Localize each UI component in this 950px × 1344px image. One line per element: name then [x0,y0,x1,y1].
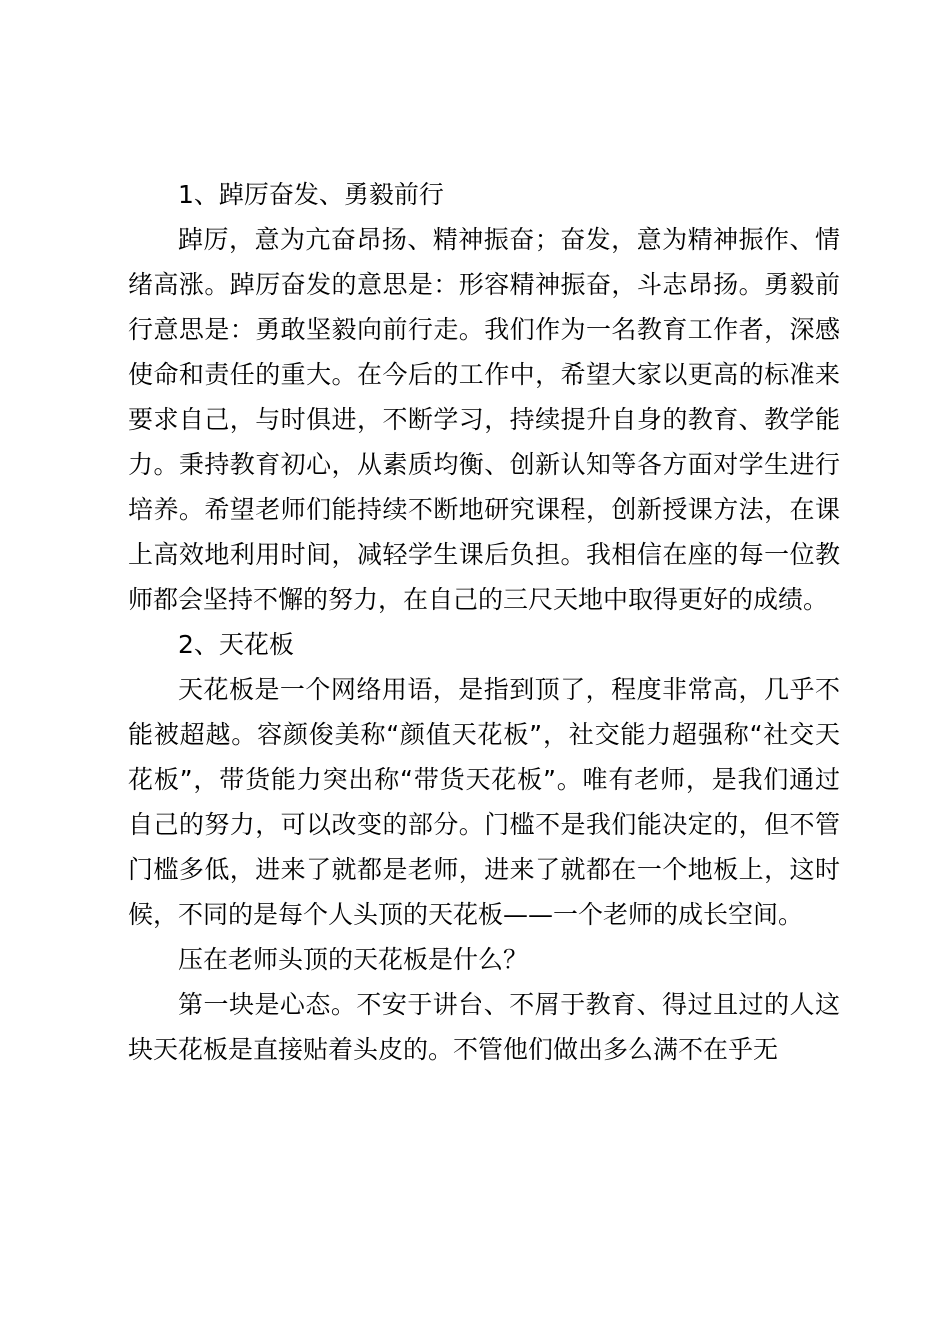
section-heading-2: 2、天花板 [178,630,294,659]
body-paragraph-1: 踔厉，意为亢奋昂扬、精神振奋；奋发，意为精神振作、情绪高涨。踔厉奋发的意思是：形容精神振奋，斗志昂扬。勇毅前行意思是：勇敢坚毅向前行走。我们作为一名教育工作者，深感使命和责任的重大。在今后的工作中，希望大家以更高的标准来要求自己，与时俱进，不断学习，持续提升自身的教育、教学能力。秉持教育初心，从素质均衡、创新认知等各方面对学生进行培养。希望老师们能持续不断地研究课程，创新授课方法，在课上高效地利用时间，减轻学生课后负担。我相信在座的每一位教师都会坚持不懈的努力，在自己的三尺天地中取得更好的成绩。 [128,225,840,614]
body-paragraph-2: 天花板是一个网络用语，是指到顶了，程度非常高，几乎不能被超越。容颜俊美称“颜值天花板”，社交能力超强称“社交天花板”，带货能力突出称“带货天花板”。唯有老师，是我们通过自己的努力，可以改变的部分。门槛不是我们能决定的，但不管门槛多低，进来了就都是老师，进来了就都在一个地板上，这时候，不同的是每个人头顶的天花板——一个老师的成长空间。 [128,675,840,929]
body-paragraph-4: 第一块是心态。不安于讲台、不屑于教育、得过且过的人这块天花板是直接贴着头皮的。不管他们做出多么满不在乎无 [128,990,840,1064]
body-paragraph-3: 压在老师头顶的天花板是什么？ [178,945,529,974]
section-heading-1: 1、踔厉奋发、勇毅前行 [178,180,444,209]
document-page [128,172,840,1072]
